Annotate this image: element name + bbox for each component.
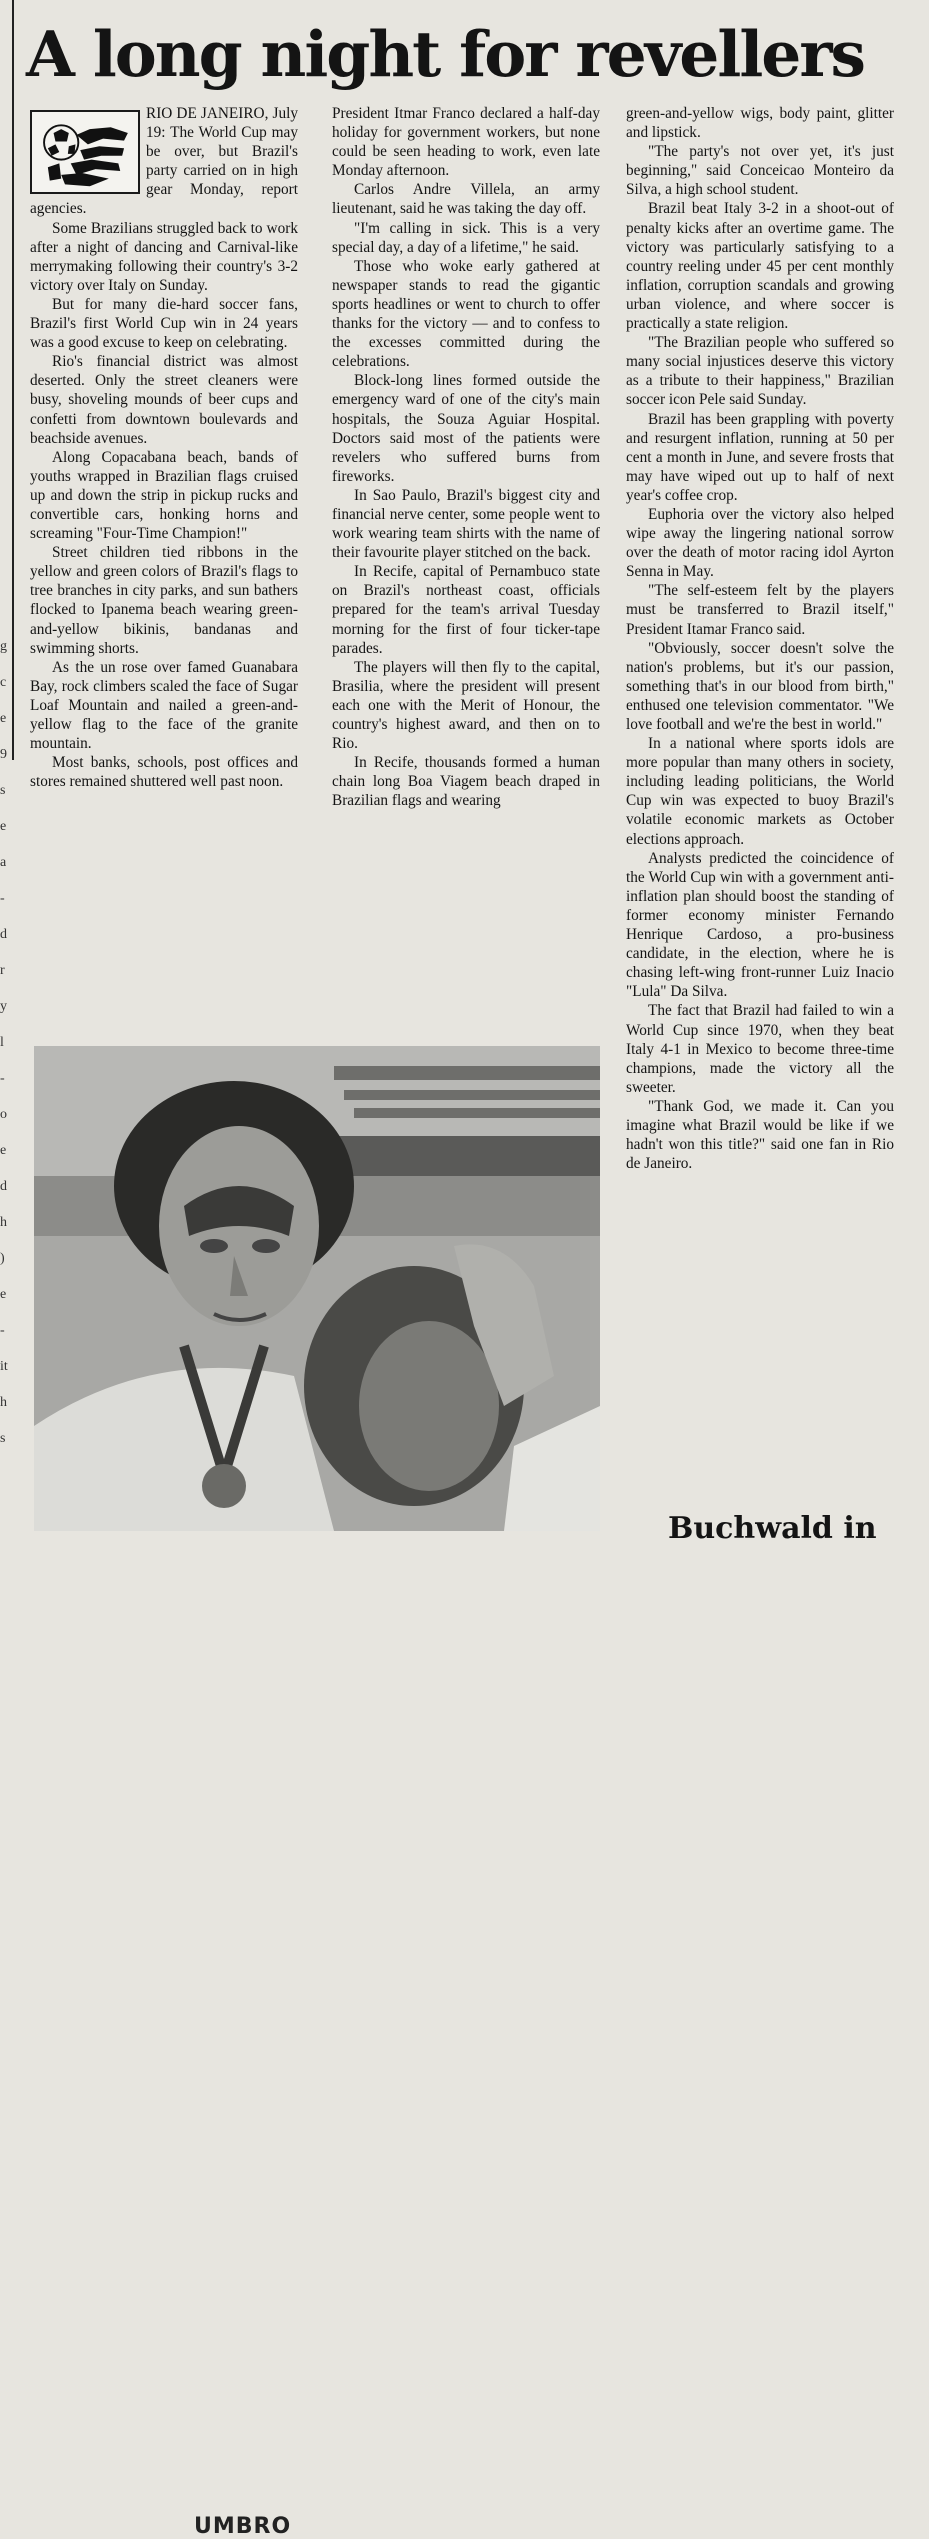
paragraph: Carlos Andre Villela, an army lieutenant, said he was taking the day off. xyxy=(332,181,600,218)
paragraph: In Sao Paulo, Brazil's biggest city and financial nerve center, some people went to work wearing team shirts with the name of their favourite player stitched on the back. xyxy=(332,486,600,562)
article-column-2 xyxy=(332,104,600,810)
edge-fragment: e xyxy=(0,819,7,834)
edge-fragment: g xyxy=(0,639,7,654)
edge-fragment: it xyxy=(0,1359,8,1374)
edge-fragment: o xyxy=(0,1107,7,1122)
paragraph: Euphoria over the victory also helped wipe away the lingering national sorrow over the death of motor racing idol Ayrton Senna in May. xyxy=(626,505,894,581)
paragraph: green-and-yellow wigs, body paint, glitter and lipstick. xyxy=(626,105,894,142)
paragraph: The World Cup may be over, but Brazil's party carried on in high gear Monday, report agencies. xyxy=(30,124,298,218)
edge-fragment: s xyxy=(0,1431,6,1446)
paragraph: "Thank God, we made it. Can you imagine what Brazil would be like if we hadn't won this title?" said one fan in Rio de Janeiro. xyxy=(626,1097,894,1173)
paragraph: In Recife, thousands formed a human chain long Boa Viagem beach draped in Brazilian flags and wearing xyxy=(332,754,600,810)
paragraph: President Itmar Franco declared a half-day holiday for government workers, but none could be seen heading to work, even late Monday afternoon. xyxy=(332,105,600,180)
article-column-1 xyxy=(30,104,298,791)
edge-fragment: ) xyxy=(0,1251,5,1266)
paragraph: Rio's financial district was almost deserted. Only the street cleaners were busy, shoveling mounds of beer cups and confetti from downtown boulevards and beachside avenues. xyxy=(30,353,298,447)
paragraph: Analysts predicted the coincidence of the World Cup win with a government anti-inflation plan should boost the standing of former economy minister Fernando Henrique Cardoso, a pro-business candidate, in the election, where he is chasing left-wing front-runner Luiz Inacio "Lula" Da Silva. xyxy=(626,849,894,1001)
paragraph: Brazil beat Italy 3-2 in a shoot-out of penalty kicks after an overtime game. The victory was particularly satisfying to a country reeling under 45 per cent monthly inflation, corruption scandals and growing urban violence, and where soccer is practically a state religion. xyxy=(626,200,894,333)
news-photo xyxy=(34,1046,600,2539)
paragraph: The players will then fly to the capital, Brasilia, where the president will present each one with the Merit of Honour, the country's highest award, and then on to Rio. xyxy=(332,658,600,753)
paragraph: But for many die-hard soccer fans, Brazil's first World Cup win in 24 years was a good excuse to keep on celebrating. xyxy=(30,295,298,352)
paragraph: The fact that Brazil had failed to win a World Cup since 1970, when they beat Italy 4-1 in Mexico to become three-time champions, made the victory all the sweeter. xyxy=(626,1002,894,1096)
edge-fragment: a xyxy=(0,855,7,870)
headline: A long night for revellers xyxy=(26,17,864,91)
paragraph: "The party's not over yet, it's just beginning," said Conceicao Monteiro da Silva, a high school student. xyxy=(626,143,894,199)
edge-fragment: e xyxy=(0,1287,7,1302)
paragraph: Most banks, schools, post offices and stores remained shuttered well past noon. xyxy=(30,754,298,791)
paragraph: Block-long lines formed outside the emergency ward of one of the city's main hospitals, the Souza Aguiar Hospital. Doctors said most of the patients were revelers who suffered burns from fireworks. xyxy=(332,372,600,485)
edge-fragment: l xyxy=(0,1035,4,1050)
article-column-3 xyxy=(626,104,894,1173)
paragraph: Along Copacabana beach, bands of youths wrapped in Brazilian flags cruised up and down the strip in pickup rucks and convertible cars, honking horns and screaming "Four-Time Champion!" xyxy=(30,448,298,543)
paragraph: "I'm calling in sick. This is a very special day, a day of a lifetime," he said. xyxy=(332,219,600,256)
edge-fragment: h xyxy=(0,1215,7,1230)
edge-fragment: y xyxy=(0,999,7,1014)
edge-fragment: - xyxy=(0,1323,5,1338)
edge-fragment: - xyxy=(0,891,5,906)
edge-fragment: e xyxy=(0,1143,7,1158)
paragraph: Some Brazilians struggled back to work after a night of dancing and Carnival-like merrymaking following their country's 3-2 victory over Italy on Sunday. xyxy=(30,219,298,294)
paragraph: In a national where sports idols are more popular than many others in society, including leading politicians, the World Cup win was expected to buoy Brazil's volatile economic markets as October elections approach. xyxy=(626,735,894,848)
edge-fragment: r xyxy=(0,963,5,978)
column-rule xyxy=(12,0,14,760)
edge-fragment: e xyxy=(0,711,7,726)
paragraph: Brazil has been grappling with poverty and resurgent inflation, running at 50 per cent a month in June, and severe frosts that may have wiped out up to half of next year's coffee crop. xyxy=(626,410,894,504)
paragraph: Those who woke early gathered at newspaper stands to read the gigantic sports headlines or went to church to offer thanks for the victory — and to confess to the excesses committed during the celebrations. xyxy=(332,257,600,371)
edge-fragment: c xyxy=(0,675,7,690)
edge-fragment: s xyxy=(0,783,6,798)
paragraph: "The self-esteem felt by the players must be transferred to Brazil itself," President Itamar Franco said. xyxy=(626,582,894,638)
paragraph: "Obviously, soccer doesn't solve the nation's problems, but it's our passion, something that's in our blood from birth," enthused one television commentator. "We love football and we're the best in world." xyxy=(626,639,894,733)
paragraph: In Recife, capital of Pernambuco state on Brazil's northeast coast, officials prepared for the team's arrival Tuesday morning for the first of four ticker-tape parades. xyxy=(332,563,600,657)
edge-fragment: h xyxy=(0,1395,7,1410)
dateline: RIO DE JANEIRO, July 19: xyxy=(146,105,298,142)
paragraph: "The Brazilian people who suffered so many social injustices deserve this victory as a tribute to their happiness," Brazilian soccer icon Pele said Sunday. xyxy=(626,334,894,409)
adjacent-column-fragments xyxy=(0,0,12,1531)
next-article-headline: Buchwald in xyxy=(668,1511,877,1546)
edge-fragment: d xyxy=(0,1179,7,1194)
edge-fragment: - xyxy=(0,1071,5,1086)
paragraph: As the un rose over famed Guanabara Bay, rock climbers scaled the face of Sugar Loaf Mountain and nailed a green-and-yellow flag to the face of the granite mountain. xyxy=(30,658,298,753)
edge-fragment: 9 xyxy=(0,747,7,762)
photo-shirt-text: UMBRO xyxy=(194,2514,292,2539)
edge-fragment: d xyxy=(0,927,7,942)
paragraph: Street children tied ribbons in the yellow and green colors of Brazil's flags to tree branches in city parks, and sun bathers flocked to Ipanema beach wearing green-and-yellow bikinis, bandanas and swimming shorts. xyxy=(30,544,298,657)
world-cup-logo xyxy=(30,110,140,194)
